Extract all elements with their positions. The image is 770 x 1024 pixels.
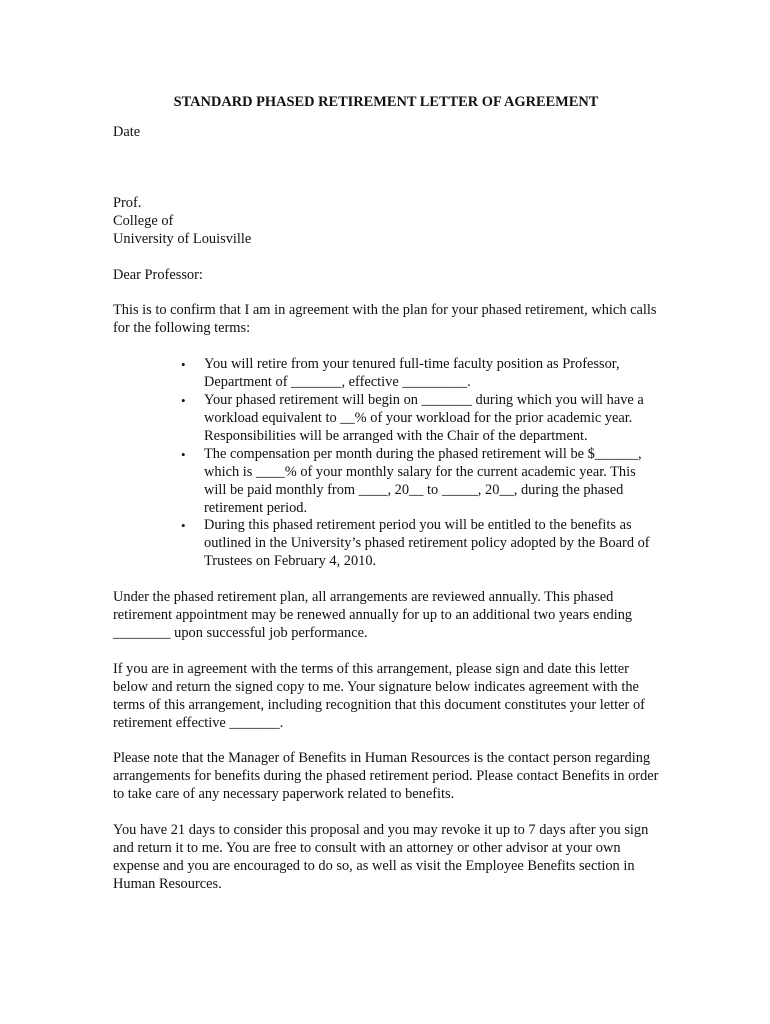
- bullet-icon: •: [181, 393, 186, 409]
- term-item-retire: [181, 356, 661, 392]
- term-text: Your phased retirement will begin on _______ during which you will have a workload equivalent to __% of your workload for the prior academic year. Responsibilities will be arranged with the Chair of the department.: [204, 392, 644, 444]
- address-line-college: College of: [113, 212, 174, 229]
- bullet-icon: •: [181, 518, 186, 534]
- recipient-address: [113, 195, 661, 249]
- paragraph-review: Under the phased retirement plan, all arrangements are reviewed annually. This phased retirement appointment may be renewed annually for up to an additional two years ending ________ upon successful job performance.: [113, 589, 633, 641]
- bullet-icon: •: [181, 357, 186, 373]
- salutation: Dear Professor:: [113, 266, 203, 283]
- paragraph-benefits-contact: Please note that the Manager of Benefits in Human Resources is the contact person regarding arrangements for benefits during the phased retirement period. Please contact Benefits in order to take care of any necessary paperwork related to benefits.: [113, 750, 659, 803]
- bullet-icon: •: [181, 446, 186, 462]
- terms-list: [113, 356, 661, 571]
- term-text: The compensation per month during the phased retirement will be $______, which is ____% of your monthly salary for the current academic year. This will be paid monthly from ____, 20__ to _____, 20__, during the phased retirement period.: [204, 445, 642, 516]
- document-title: STANDARD PHASED RETIREMENT LETTER OF AGREEMENT: [173, 94, 599, 110]
- term-text: You will retire from your tenured full-time faculty position as Professor, Department of _______, effective _________.: [204, 356, 620, 391]
- address-line-university: University of Louisville: [113, 230, 252, 247]
- date-label: Date: [113, 123, 141, 140]
- intro-paragraph: This is to confirm that I am in agreement with the plan for your phased retirement, which calls for the following terms:: [113, 302, 657, 337]
- paragraph-consideration: You have 21 days to consider this proposal and you may revoke it up to 7 days after you sign and return it to me. You are free to consult with an attorney or other advisor at your own expense and you are encouraged to do so, as well as visit the Employee Benefits section in Human Resources.: [113, 822, 649, 892]
- term-item-benefits: [181, 517, 661, 571]
- term-item-workload: [181, 392, 661, 446]
- paragraph-signature: If you are in agreement with the terms of this arrangement, please sign and date this letter below and return the signed copy to me. Your signature below indicates agreement with the terms of this arrangement, including recognition that this document constitutes your letter of retirement effective _______.: [113, 660, 645, 731]
- term-item-compensation: [181, 445, 661, 518]
- term-text: During this phased retirement period you will be entitled to the benefits as outlined in the University’s phased retirement policy adopted by the Board of Trustees on February 4, 2010.: [204, 517, 650, 570]
- letter-page: [113, 94, 661, 912]
- address-line-title: Prof.: [113, 194, 142, 211]
